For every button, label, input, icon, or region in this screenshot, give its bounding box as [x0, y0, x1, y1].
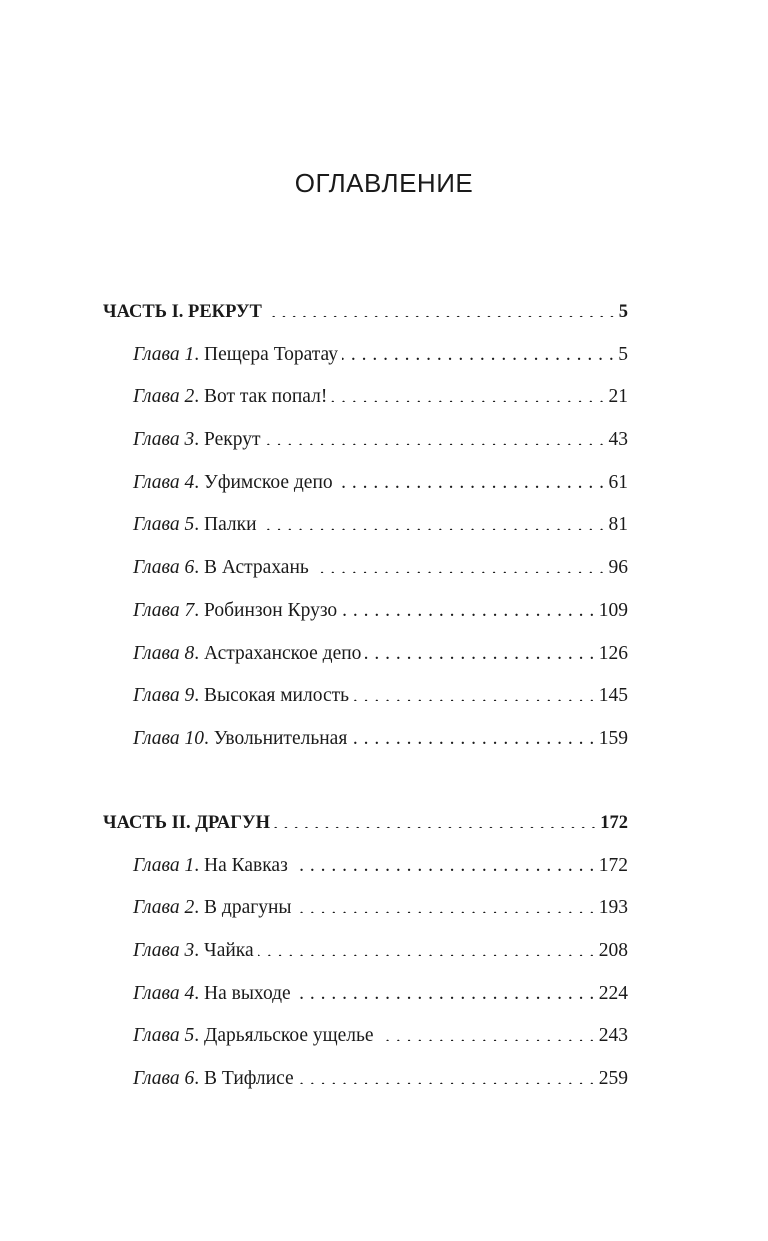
page-number: 21	[608, 386, 628, 408]
chapter-title: Астраханское депо	[204, 642, 362, 664]
part-title: ЧАСТЬ I. РЕКРУТ	[103, 302, 262, 322]
page-number: 5	[618, 343, 628, 365]
toc-entry[interactable]: Глава 1. На Кавказ . . . 172	[103, 851, 628, 894]
dot-leader	[313, 554, 605, 574]
chapter-number: Глава 6	[133, 557, 195, 579]
chapter-title: Высокая милость	[204, 685, 350, 707]
page-number: 172	[598, 854, 628, 876]
dot-leader	[296, 894, 595, 914]
dot-leader	[274, 810, 596, 829]
toc-entry[interactable]: Глава 6. В Астрахань . . . 96	[103, 553, 628, 596]
page-number: 208	[598, 940, 628, 962]
page-number: 259	[598, 1068, 628, 1090]
dot-leader	[292, 851, 595, 871]
chapter-title: Вот так попал!	[204, 386, 328, 408]
page-number: 224	[598, 982, 628, 1004]
chapter-number: Глава 2	[133, 386, 195, 408]
chapter-number: Глава 1	[133, 854, 195, 876]
chapter-number: Глава 4	[133, 982, 195, 1004]
toc-entry[interactable]: Глава 1. Пещера Торатау . . . 5	[103, 340, 628, 383]
chapter-number: Глава 6	[133, 1068, 195, 1090]
chapter-number: Глава 3	[133, 940, 195, 962]
toc-entry[interactable]: Глава 3. Чайка . . . 208	[103, 936, 628, 979]
chapter-title: Дарьяльское ущелье	[204, 1025, 374, 1047]
chapter-title: Робинзон Крузо	[204, 599, 338, 621]
chapter-title: Рекрут	[204, 429, 261, 451]
page-number: 96	[608, 557, 628, 579]
toc-entry[interactable]: Глава 5. Палки . . . 81	[103, 510, 628, 553]
page-number: 81	[608, 514, 628, 536]
toc-entry[interactable]: Глава 3. Рекрут . . . 43	[103, 425, 628, 468]
page-number: 43	[608, 429, 628, 451]
page-number: 193	[598, 897, 628, 919]
toc-entry[interactable]: Глава 9. Высокая милость . . . 145	[103, 681, 628, 724]
chapter-number: Глава 5	[133, 514, 195, 536]
page-number: 159	[598, 727, 628, 749]
chapter-title: В драгуны	[204, 897, 292, 919]
dot-leader	[378, 1022, 595, 1042]
chapter-title: На Кавказ	[204, 854, 288, 876]
toc-entry[interactable]: Глава 2. В драгуны . . . 193	[103, 893, 628, 936]
chapter-number: Глава 9	[133, 685, 195, 707]
dot-leader	[353, 682, 595, 702]
chapter-title: Уфимское депо	[204, 471, 333, 493]
dot-leader	[365, 639, 594, 659]
page-number: 126	[598, 642, 628, 664]
chapter-title: Палки	[204, 514, 257, 536]
chapter-title: Чайка	[204, 940, 254, 962]
dot-leader	[265, 426, 605, 446]
dot-leader	[351, 724, 594, 744]
chapter-number: Глава 5	[133, 1025, 195, 1047]
page-number: 145	[598, 685, 628, 707]
page-number: 172	[600, 813, 628, 833]
page-number: 243	[598, 1025, 628, 1047]
toc-entry[interactable]: Глава 10. Увольнительная . . . 159	[103, 724, 628, 767]
chapter-number: Глава 1	[133, 343, 195, 365]
chapter-number: Глава 2	[133, 897, 195, 919]
part-heading[interactable]	[103, 297, 628, 340]
page-number: 61	[608, 471, 628, 493]
chapter-number: Глава 7	[133, 599, 195, 621]
chapter-title: В Астрахань	[204, 557, 309, 579]
toc-part-2	[103, 808, 628, 1107]
chapter-title: Увольнительная	[213, 727, 348, 749]
toc-entry[interactable]: Глава 2. Вот так попал! . . . 21	[103, 382, 628, 425]
chapter-number: Глава 8	[133, 642, 195, 664]
dot-leader	[337, 468, 605, 488]
chapter-title: Пещера Торатау	[204, 343, 338, 365]
toc-entry[interactable]: Глава 7. Робинзон Крузо . . . 109	[103, 596, 628, 639]
chapter-number: Глава 10	[133, 727, 205, 749]
part-heading[interactable]	[103, 808, 628, 851]
dot-leader	[331, 383, 604, 403]
page-number: 109	[598, 599, 628, 621]
chapter-number: Глава 3	[133, 429, 195, 451]
chapter-title: В Тифлисе	[204, 1068, 294, 1090]
page-title: ОГЛАВЛЕНИЕ	[294, 168, 474, 198]
dot-leader	[266, 299, 615, 318]
toc-entry[interactable]: Глава 5. Дарьяльское ущелье . . . 243	[103, 1021, 628, 1064]
dot-leader	[258, 937, 595, 957]
toc-entry[interactable]: Глава 4. На выходе . . . 224	[103, 979, 628, 1022]
dot-leader	[341, 596, 595, 616]
toc-entry[interactable]: Глава 8. Астраханское депо . . . 126	[103, 639, 628, 682]
dot-leader	[298, 1065, 595, 1085]
part-title: ЧАСТЬ II. ДРАГУН	[103, 813, 270, 833]
dot-leader	[261, 511, 605, 531]
toc-entry[interactable]: Глава 6. В Тифлисе . . . 259	[103, 1064, 628, 1107]
chapter-title: На выходе	[204, 982, 291, 1004]
toc-entry[interactable]: Глава 4. Уфимское депо . . . 61	[103, 468, 628, 511]
chapter-number: Глава 4	[133, 471, 195, 493]
dot-leader	[342, 340, 614, 360]
page-number: 5	[618, 302, 628, 322]
toc-part-1	[103, 297, 628, 767]
dot-leader	[295, 979, 595, 999]
